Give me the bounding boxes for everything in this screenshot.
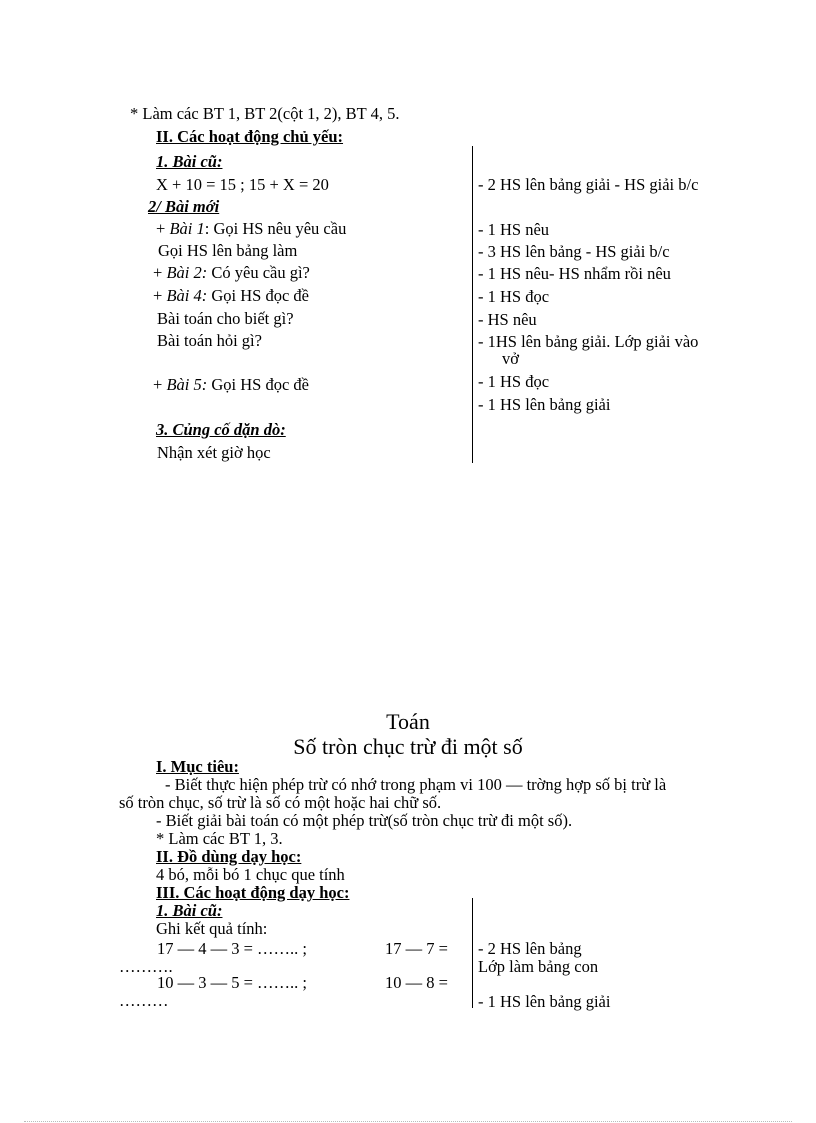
bai4-text: Gọi HS đọc đề bbox=[207, 286, 309, 305]
objective-3: * Làm các BT 1, 3. bbox=[156, 829, 283, 848]
right-note: - 1HS lên bảng giải. Lớp giải vào bbox=[478, 332, 699, 351]
right-note: - 1 HS nêu bbox=[478, 220, 550, 239]
bai1-text: : Gọi HS nêu yêu cầu bbox=[204, 219, 347, 238]
right-note: - 1 HS đọc bbox=[478, 287, 550, 306]
bai2-text: Có yêu cầu gì? bbox=[207, 263, 310, 282]
bai4-label: Bài 4: bbox=[166, 286, 208, 305]
objectives-heading: I. Mục tiêu: bbox=[156, 757, 239, 776]
column-divider-2 bbox=[472, 898, 473, 1008]
exercise-list-line: * Làm các BT 1, BT 2(cột 1, 2), BT 4, 5. bbox=[130, 104, 400, 123]
right-note: - 3 HS lên bảng - HS giải b/c bbox=[478, 242, 670, 261]
bai1-prefix: + bbox=[156, 219, 170, 238]
new-lesson-heading: 2/ Bài mới bbox=[148, 197, 220, 216]
bai5-prefix: + bbox=[153, 375, 167, 394]
right-note: - 1 HS lên bảng giải bbox=[478, 395, 611, 414]
bai1-line bbox=[156, 221, 346, 238]
right-note: - 1 HS nêu- HS nhẩm rồi nêu bbox=[478, 264, 671, 283]
question-ask: Bài toán hỏi gì? bbox=[157, 331, 262, 350]
task-instruction: Ghi kết quả tính: bbox=[156, 919, 268, 938]
right-note: - HS nêu bbox=[478, 310, 537, 329]
bai2-label: Bài 2: bbox=[166, 263, 208, 282]
objective-1-line2: số tròn chục, số trừ là số có một hoặc hai chữ số. bbox=[119, 793, 442, 812]
bai2-prefix: + bbox=[153, 263, 167, 282]
bai1-label: Bài 1 bbox=[169, 219, 205, 238]
lesson-title: Số tròn chục trừ đi một số bbox=[293, 734, 523, 759]
exercise-1-part-a: 17 — 4 — 3 = …….. ; bbox=[157, 939, 308, 958]
exercise-1-blank: ………. bbox=[119, 957, 173, 976]
activities-heading: III. Các hoạt động dạy học: bbox=[156, 883, 350, 902]
materials-heading: II. Đồ dùng dạy học: bbox=[156, 847, 302, 866]
exercise-1-part-b: 17 — 7 = bbox=[385, 939, 448, 958]
right-note-2: Lớp làm bảng con bbox=[478, 957, 599, 976]
bai4-line bbox=[153, 288, 309, 305]
bai4-prefix: + bbox=[153, 286, 167, 305]
bai5-line bbox=[153, 377, 309, 394]
old-lesson-heading: 1. Bài cũ: bbox=[156, 152, 223, 171]
column-divider bbox=[472, 146, 473, 463]
objective-2: - Biết giải bài toán có một phép trừ(số tròn chục trừ đi một số). bbox=[156, 811, 573, 830]
right-note: - 1 HS đọc bbox=[478, 372, 550, 391]
exercise-2-blank: ……… bbox=[119, 991, 169, 1010]
objective-1-line1: - Biết thực hiện phép trừ có nhớ trong phạm vi 100 — trờng hợp số bị trừ là bbox=[165, 775, 667, 794]
right-note: - 2 HS lên bảng giải - HS giải b/c bbox=[478, 175, 699, 194]
exercise-2-part-b: 10 — 8 = bbox=[385, 973, 448, 992]
section-heading-activities: II. Các hoạt động chủ yếu: bbox=[156, 127, 344, 146]
call-board-line: Gọi HS lên bảng làm bbox=[158, 241, 298, 260]
right-note-continued: vở bbox=[502, 349, 519, 368]
subject-title: Toán bbox=[386, 709, 430, 734]
old-lesson-heading-2: 1. Bài cũ: bbox=[156, 901, 223, 920]
page-bottom-rule bbox=[24, 1121, 792, 1122]
right-note-2: - 1 HS lên bảng giải bbox=[478, 992, 611, 1011]
right-note-2: - 2 HS lên bảng bbox=[478, 939, 582, 958]
wrapup-text: Nhận xét giờ học bbox=[157, 443, 271, 462]
bai5-text: Gọi HS đọc đề bbox=[207, 375, 309, 394]
bai5-label: Bài 5: bbox=[166, 375, 208, 394]
bai2-line bbox=[153, 265, 310, 282]
wrapup-heading: 3. Củng cố dặn dò: bbox=[156, 420, 286, 439]
materials-text: 4 bó, mỗi bó 1 chục que tính bbox=[156, 865, 345, 884]
old-lesson-exercise: X + 10 = 15 ; 15 + X = 20 bbox=[156, 175, 329, 194]
question-given: Bài toán cho biết gì? bbox=[157, 309, 294, 328]
exercise-2-part-a: 10 — 3 — 5 = …….. ; bbox=[157, 973, 308, 992]
